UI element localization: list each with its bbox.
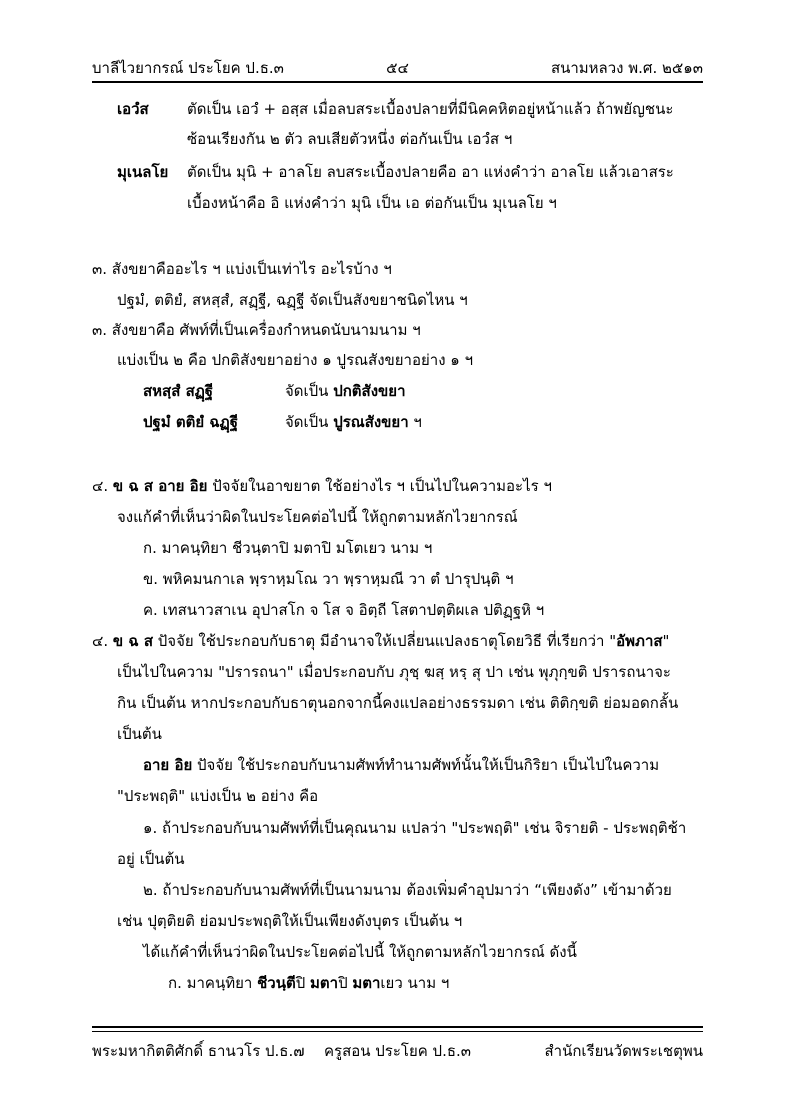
answer-4-line: อยู่ เป็นต้น [117, 850, 185, 868]
header-book-title: บาลีไวยากรณ์ ประโยค ป.ธ.๓ [92, 59, 284, 77]
answer-4-line: ๑. ถ้าประกอบกับนามศัพท์ที่เป็นคุณนาม แปลว่า "ประพฤติ" เช่น จิรายติ - ประพฤติช้า [143, 819, 687, 837]
entry-line: เบื้องหน้าคือ อิ แห่งคำว่า มุนิ เป็น เอ ต่อกันเป็น มุเนลโย ฯ [187, 194, 557, 212]
corrected-text: ปิ [338, 974, 353, 992]
answer-4-text: ปัจจัย ใช้ประกอบกับธาตุ มีอำนาจให้เปลี่ยนแปลงธาตุโดยวิธี ที่เรียกว่า " [152, 632, 617, 650]
classification-suffix: ฯ [408, 413, 422, 431]
question-4-line: จงแก้คำที่เห็นว่าผิดในประโยคต่อไปนี้ ให้ถูกตามหลักไวยากรณ์ [117, 508, 518, 526]
entry-line: ตัดเป็น เอวํ + อสฺส เมื่อลบสระเบื้องปลายที่มีนิคคหิตอยู่หน้าแล้ว ถ้าพยัญชนะ [187, 100, 674, 118]
footer-institution: สำนักเรียนวัดพระเชตุพน [544, 1042, 703, 1060]
footer-rule [92, 1026, 703, 1028]
question-4-bold-terms: ข ฉ ส อาย อิย [112, 477, 208, 495]
classification-value: ปูรณสังขยา [333, 413, 409, 431]
answer-4-line: ๒. ถ้าประกอบกับนามศัพท์ที่เป็นนามนาม ต้องเพิ่มคำอุปมาว่า “เพียงดัง” เข้ามาด้วย [143, 881, 672, 899]
page-header [92, 56, 703, 82]
page-footer [92, 1039, 703, 1065]
footer-role: ครูสอน ประโยค ป.ธ.๓ [323, 1042, 472, 1060]
question-number: ๔. [92, 477, 109, 495]
answer-3-terms: ปฐมํ ตติยํ ฉฏฺฐี [143, 413, 238, 431]
corrected-word: มตา [310, 974, 339, 992]
answer-3-line: แบ่งเป็น ๒ คือ ปกติสังขยาอย่าง ๑ ปูรณสังขยาอย่าง ๑ ฯ [117, 351, 474, 369]
answer-4-bold-terms: อาย อิย [143, 756, 193, 774]
corrected-word: มตา [352, 974, 381, 992]
corrected-text: เยว นาม ฯ [380, 974, 450, 992]
answer-4-line: กิน เป็นต้น หากประกอบกับธาตุนอกจากนี้คงแปลอย่างธรรมดา เช่น ติติกฺขติ ย่อมอดกลั้น [117, 694, 679, 712]
entry-term: มุเนลโย [117, 163, 169, 181]
question-3-line: ๓. สังขยาคืออะไร ฯ แบ่งเป็นเท่าไร อะไรบ้าง ฯ [92, 260, 392, 278]
answer-4-text: ปัจจัย ใช้ประกอบกับนามศัพท์ทำนามศัพท์นั้นให้เป็นกิริยา เป็นไปในความ [192, 756, 660, 774]
answer-4-line [92, 631, 669, 651]
entry-term: เอวํส [117, 100, 149, 118]
classification-value: ปกติสังขยา [333, 382, 406, 400]
entry-line: ตัดเป็น มุนิ + อาลโย ลบสระเบื้องปลายคือ อา แห่งคำว่า อาลโย แล้วเอาสระ [187, 163, 674, 181]
answer-4-bold-term: อัพภาส [616, 632, 663, 650]
answer-number: ๔. [92, 632, 109, 650]
answer-3-classification [285, 412, 422, 432]
answer-3-terms: สหสฺสํ สฏฺฐี [143, 382, 214, 400]
answer-4-paragraph [143, 755, 659, 775]
question-3-line: ปฐมํ, ตติยํ, สหสฺสํ, สฏฺฐี, ฉฏฺฐี จัดเป็นสังขยาชนิดไหน ฯ [117, 291, 468, 309]
classification-prefix: จัดเป็น [285, 413, 334, 431]
corrected-text: ปิ [295, 974, 310, 992]
question-4-text: ปัจจัยในอาขยาต ใช้อย่างไร ฯ เป็นไปในความอะไร ฯ [207, 477, 552, 495]
classification-prefix: จัดเป็น [285, 382, 334, 400]
answer-3-classification [285, 381, 406, 401]
header-exam-year: สนามหลวง พ.ศ. ๒๕๑๓ [550, 59, 703, 77]
answer-4-text-end: " [662, 632, 670, 650]
answer-4-line: เป็นต้น [117, 725, 162, 743]
answer-4-line: ได้แก้คำที่เห็นว่าผิดในประโยคต่อไปนี้ ให้ถูกตามหลักไวยากรณ์ ดังนี้ [143, 943, 577, 961]
question-4-line [92, 476, 552, 496]
answer-4-line: เป็นไปในความ "ปรารถนา" เมื่อประกอบกับ ภุชฺ ฆสฺ หรฺ สุ ปา เช่น พุภุกฺขติ ปรารถนาจะ [117, 663, 671, 681]
entry-line: ซ้อนเรียงกัน ๒ ตัว ลบเสียตัวหนึ่ง ต่อกันเป็น เอวํส ฯ [187, 130, 513, 148]
answer-4-bold-terms: ข ฉ ส [112, 632, 153, 650]
footer-rule-thin [92, 1031, 703, 1032]
answer-4-line: "ประพฤติ" แบ่งเป็น ๒ อย่าง คือ [117, 787, 319, 805]
header-rule [92, 81, 703, 83]
corrected-word: ชีวนฺตี [257, 974, 296, 992]
question-4-item: ข. พหิคมนกาเล พฺราหฺมโณ วา พฺราหฺมณี วา ตํ ปารุปนฺติ ฯ [143, 570, 514, 588]
answer-4-line: เช่น ปุตฺติยติ ย่อมประพฤติให้เป็นเพียงดังบุตร เป็นต้น ฯ [117, 912, 463, 930]
question-4-item: ก. มาคนฺทิยา ชีวนฺตาปิ มตาปิ มโตเยว นาม ฯ [143, 539, 433, 557]
page-number: ๕๔ [386, 59, 409, 77]
answer-3-line: ๓. สังขยาคือ ศัพท์ที่เป็นเครื่องกำหนดนับนามนาม ฯ [92, 321, 421, 339]
corrected-text: ก. มาคนฺทิยา [168, 974, 258, 992]
answer-4-corrected-item [168, 973, 449, 993]
footer-author: พระมหากิตติศักดิ์ ธานวโร ป.ธ.๗ [92, 1042, 305, 1060]
question-4-item: ค. เทสนาวสาเน อุปาสโก จ โส จ อิตฺถี โสตาปตฺติผเล ปติฏฺฐหิ ฯ [143, 601, 545, 619]
